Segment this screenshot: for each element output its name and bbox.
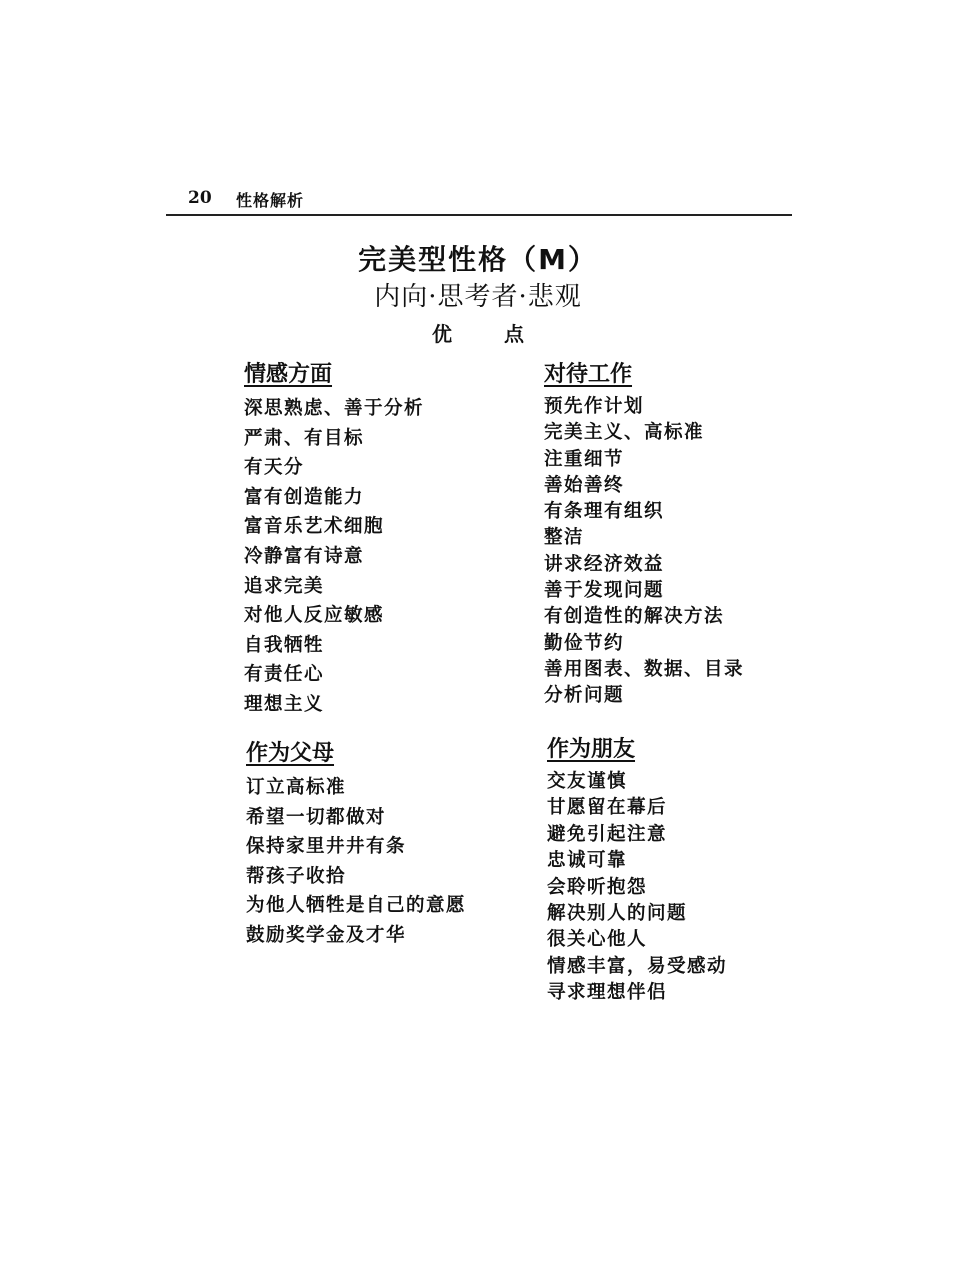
list-item: 冷静富有诗意 [244,545,365,567]
list-item: 有条理有组织 [544,501,665,523]
list-item: 忠诚可靠 [547,850,628,872]
list-item: 避免引起注意 [547,823,668,845]
list-item: 预先作计划 [544,396,645,417]
list-item: 整洁 [544,527,585,549]
list-item: 分析问题 [544,685,625,707]
list-item: 对他人反应敏感 [244,605,385,627]
page-title: 完美型性格（M） [358,243,598,276]
list-item: 帮孩子收拾 [246,865,347,887]
group-parent [246,736,466,951]
list-item: 鼓励奖学金及才华 [246,924,407,946]
item-list [547,769,727,1007]
group-friend [547,732,727,1007]
item-list [244,394,424,720]
group-emotion [244,357,424,720]
list-item: 富有创造能力 [244,486,365,508]
group-heading: 作为父母 [246,741,335,766]
section-heading: 优点 [432,322,576,346]
list-item: 有天分 [244,457,305,479]
list-item: 希望一切都做对 [246,806,387,828]
list-item: 深思熟虑、善于分析 [244,398,425,419]
list-item: 交友谨慎 [547,771,628,792]
list-item: 甘愿留在幕后 [547,797,668,819]
page-header [166,186,792,216]
list-item: 善用图表、数据、目录 [544,658,745,680]
list-item: 讲求经济效益 [544,553,665,575]
list-item: 自我牺牲 [244,634,325,656]
list-item: 严肃、有目标 [244,427,365,449]
list-item: 理想主义 [244,693,325,715]
list-item: 富音乐艺术细胞 [244,516,385,538]
item-list [246,773,466,951]
list-item: 完美主义、高标准 [544,422,705,444]
list-item: 寻求理想伴侣 [547,982,668,1004]
page-subtitle: 内向·思考者·悲观 [374,282,582,312]
list-item: 保持家里井井有条 [246,836,407,858]
group-heading: 作为朋友 [547,737,636,762]
list-item: 注重细节 [544,448,625,470]
list-item: 会聆听抱怨 [547,876,648,898]
page-number: 20 [188,188,212,208]
list-item: 有创造性的解决方法 [544,606,725,628]
list-item: 追求完美 [244,575,325,597]
group-work [544,357,744,710]
group-heading: 情感方面 [244,362,333,387]
list-item: 勤俭节约 [544,632,625,654]
list-item: 很关心他人 [547,929,648,951]
running-title: 性格解析 [236,191,305,210]
group-heading: 对待工作 [544,362,633,387]
list-item: 订立高标准 [246,777,347,798]
list-item: 解决别人的问题 [547,902,688,924]
list-item: 善于发现问题 [544,580,665,602]
list-item: 善始善终 [544,474,625,496]
list-item: 情感丰富，易受感动 [547,955,728,977]
list-item: 为他人牺牲是自己的意愿 [246,895,467,917]
item-list [544,394,744,710]
list-item: 有责任心 [244,664,325,686]
